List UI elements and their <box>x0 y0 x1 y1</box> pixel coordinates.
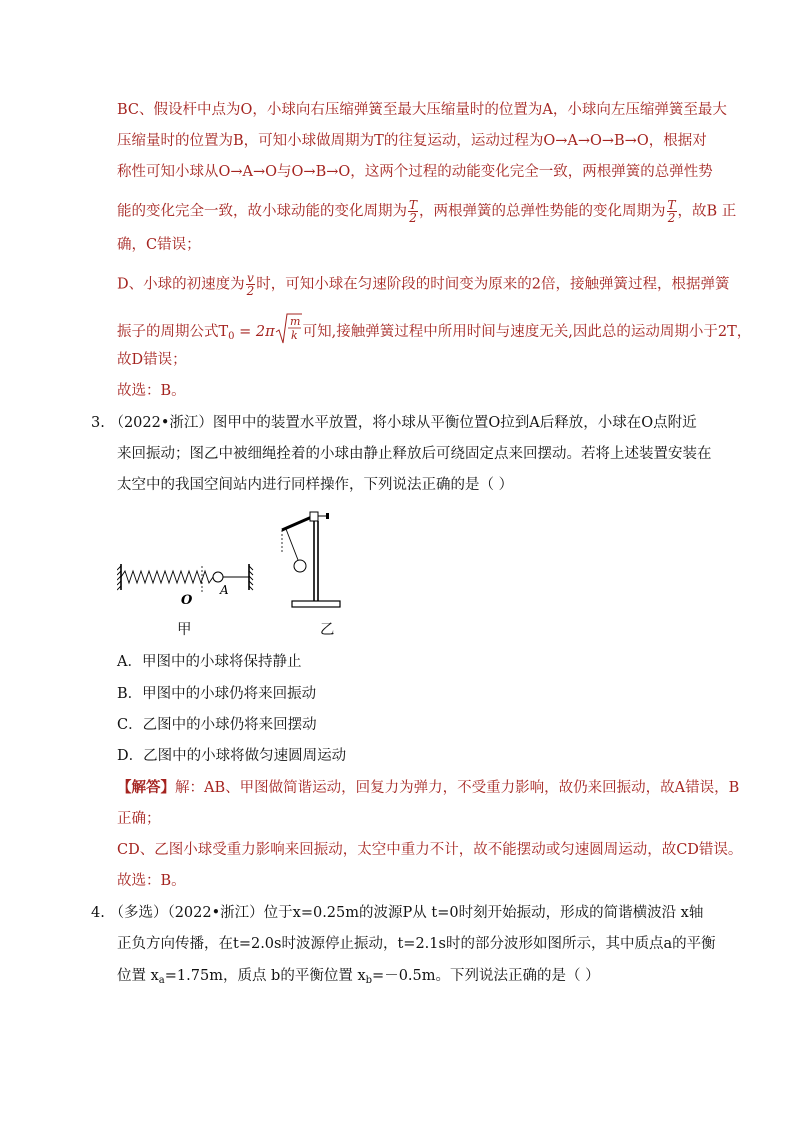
subscript-zero: 0 <box>228 331 235 342</box>
q3-answer-line-2: 正确； <box>117 811 161 827</box>
solution-bc-line-4c: ，故B 正 <box>677 203 737 220</box>
q3-answer-line-3: CD、乙图小球受重力影响来回振动，太空中重力不计，故不能摆动或匀速圆周运动，故CD错误。 <box>117 842 743 858</box>
q4-stem-3a: 位置 x <box>117 968 159 984</box>
q4-stem-line-3 <box>117 966 600 991</box>
fraction-denominator: 2 <box>667 211 676 225</box>
stand-base <box>292 601 340 607</box>
solution-bc-line-2: 压缩量时的位置为B，可知小球做周期为T的往复运动，运动过程为O→A→O→B→O，根据对 <box>117 133 707 149</box>
q3-stem-line-3: 太空中的我国空间站内进行同样操作，下列说法正确的是（ ） <box>117 477 514 493</box>
solution-bc-line-4 <box>117 199 736 224</box>
q4-stem-3c: =－0.5m。下列说法正确的是（ ） <box>372 968 600 984</box>
solution-d-line-2a: 振子的周期公式T <box>117 324 229 340</box>
solution-bc-line-3: 称性可知小球从O→A→O与O→B→O，这两个过程的动能变化完全一致，两根弹簧的总弹性势 <box>117 164 713 180</box>
spring-left <box>121 571 213 583</box>
solution-d-line-2 <box>117 312 751 352</box>
answer-text-1: 解：AB、甲图做简谐运动，回复力为弹力，不受重力影响，故仍来回振动，故A错误，B <box>175 780 740 796</box>
sqrt-denominator: k <box>290 329 298 342</box>
subscript-a: a <box>158 975 165 986</box>
label-a: A <box>220 583 229 597</box>
q3-option-c: C．乙图中的小球仍将来回摆动 <box>117 717 317 733</box>
solution-bc-line-5: 确，C错误； <box>117 237 201 253</box>
solution-d-line-3: 故D错误； <box>117 352 187 368</box>
formula-eq: = 2π <box>234 324 275 340</box>
sqrt-numerator: m <box>289 315 301 328</box>
fraction-denominator: 2 <box>246 284 255 298</box>
q3-option-a: A．甲图中的小球将保持静止 <box>117 654 302 670</box>
fraction-denominator: 2 <box>409 211 417 225</box>
solution-d-line-2b: 可知,接触弹簧过程中所用时间与速度无关,因此总的运动周期小于2T， <box>302 324 752 340</box>
fraction-numerator: v <box>247 271 254 285</box>
answer-tag: 【解答】 <box>117 779 175 796</box>
q3-stem-line-1: 3. （2022•浙江）图甲中的装置水平放置，将小球从平衡位置O拉到A后释放，小球在O点附近 <box>91 415 697 431</box>
ball-icon <box>213 572 223 582</box>
q3-answer-line-1 <box>117 778 739 798</box>
q3-stem-line-2: 来回振动；图乙中被细绳拴着的小球由静止释放后可绕固定点来回摆动。若将上述装置安装在 <box>117 446 712 462</box>
fraction-v-over-2 <box>246 272 256 297</box>
pendulum-ball-icon <box>294 560 306 572</box>
fraction-t-over-2-second <box>667 199 677 224</box>
label-o: O <box>181 593 193 608</box>
q4-stem-line-2: 正负方向传播，在t=2.0s时波源停止振动，t=2.1s时的部分波形如图所示，其中质点a的平衡 <box>117 936 716 952</box>
q4-stem-line-1: 4. （多选）（2022•浙江）位于x=0.25m的波源P从 t=0时刻开始振动，形成的简谐横波沿 x轴 <box>91 905 704 921</box>
figure-caption-yi: 乙 <box>320 622 335 638</box>
q3-option-b: B．甲图中的小球仍将来回振动 <box>117 686 317 702</box>
figure-jia-spring-oscillator <box>117 560 257 608</box>
string <box>286 529 298 560</box>
solution-d-line-1a: D、小球的初速度为 <box>117 276 245 293</box>
q3-option-d: D．乙图中的小球将做匀速圆周运动 <box>117 748 347 764</box>
q4-stem-3b: =1.75m，质点 b的平衡位置 x <box>164 968 366 984</box>
solution-bc-line-4b: ，两根弹簧的总弹性势能的变化周期为 <box>419 203 666 220</box>
fraction-t-over-2 <box>408 199 418 224</box>
sqrt-icon <box>275 312 303 346</box>
sqrt-m-over-k <box>275 312 303 352</box>
solution-d-line-1b: 时，可知小球在匀速阶段的时间变为原来的2倍，接触弹簧过程，根据弹簧 <box>256 276 730 293</box>
q3-choose: 故选：B。 <box>117 873 186 889</box>
solution-choose: 故选：B。 <box>117 383 186 399</box>
fraction-numerator: T <box>667 198 676 212</box>
solution-bc-line-1: BC、假设杆中点为O，小球向右压缩弹簧至最大压缩量时的位置为A，小球向左压缩弹簧至最大 <box>117 102 727 118</box>
subscript-b: b <box>365 975 373 986</box>
fraction-numerator: T <box>409 198 418 212</box>
solution-bc-line-4a: 能的变化完全一致，故小球动能的变化周期为 <box>117 203 407 220</box>
figure-caption-jia: 甲 <box>177 622 192 638</box>
solution-d-line-1 <box>117 272 730 297</box>
figure-yi-pendulum <box>274 508 344 613</box>
pendulum-arm <box>282 516 314 530</box>
